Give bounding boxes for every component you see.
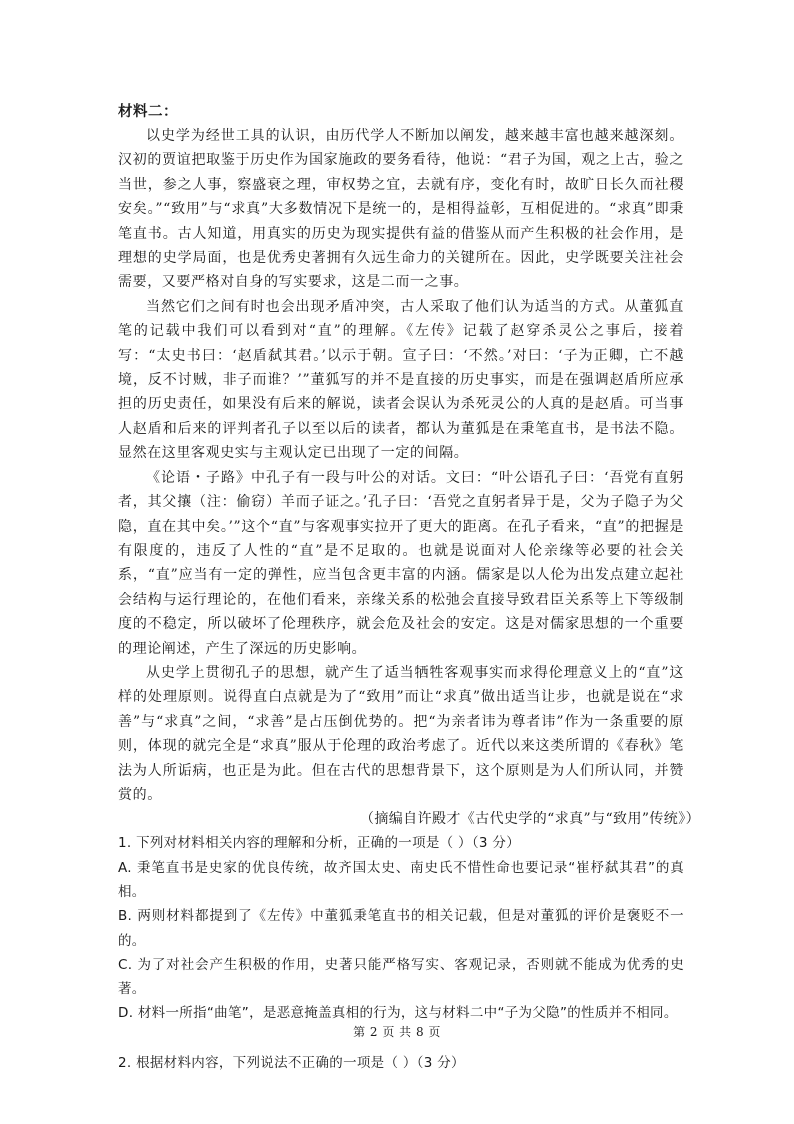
material-heading: 材料二： xyxy=(118,103,178,120)
question-1-option-c: C. 为了对社会产生积极的作用，史著只能严格写实、客观记录，否则就不能成为优秀的史著。 xyxy=(118,956,684,998)
question-1-option-d: D. 材料一所指“曲笔”，是恶意掩盖真相的行为，这与材料二中“子为父隐”的性质并不相同。 xyxy=(118,1005,678,1022)
paragraph-4: 从史学上贯彻孔子的思想，就产生了适当牺牲客观事实而求得伦理意义上的“直”这样的处理原则。说得直白点就是为了“致用”而让“求真”做出适当让步，也就是说在“求善”与“求真”之间，“求善”是占压倒优势的。把“为亲者讳为尊者讳”作为一条重要的原则，体现的就完全是“求真”服从于伦理的政治考虑了。近代以来这类所谓的《春秋》笔法为人所诟病，也正是为此。但在古代的思想背景下，这个原则是为人们所认同，并赞赏的。 xyxy=(118,664,684,803)
question-1-option-b: B. 两则材料都提到了《左传》中董狐秉笔直书的相关记载，但是对董狐的评价是褒贬不一的。 xyxy=(118,908,684,949)
question-2-stem: 2. 根据材料内容，下列说法不正确的一项是（ ）（3 分） xyxy=(118,1054,465,1071)
question-1-option-a: A. 秉笔直书是史家的优良传统，故齐国太史、南史氏不惜性命也要记录“崔杼弑其君”的真相。 xyxy=(118,859,684,900)
paragraph-3: 《论语・子路》中孔子有一段与叶公的对话。文曰：“叶公语孔子曰：‘吾党有直躬者，其父攘（注：偷窃）羊而子证之。’孔子曰：‘吾党之直躬者异于是，父为子隐子为父隐，直在其中矣。’”这个“直”与客观事实拉开了更大的距离。在孔子看来，“直”的把握是有限度的，违反了人性的“直”是不足取的。也就是说面对人伦亲缘等必要的社会关系，“直”应当有一定的弹性，应当包含更丰富的内涵。儒家是以人伦为出发点建立起社会结构与运行理论的，在他们看来，亲缘关系的松弛会直接导致君臣关系等上下等级制度的不稳定，所以破坏了伦理秩序，就会危及社会的安定。这是对儒家思想的一个重要的理论阐述，产生了深远的历史影响。 xyxy=(118,469,684,657)
question-1-stem: 1. 下列对材料相关内容的理解和分析，正确的一项是（ ）（3 分） xyxy=(118,835,520,852)
paragraph-2: 当然它们之间有时也会出现矛盾冲突，古人采取了他们认为适当的方式。从董狐直笔的记载中我们可以看到对“直”的理解。《左传》记载了赵穿杀灵公之事后，接着写：“太史书曰：‘赵盾弑其君。’以示于朝。宣子曰：‘不然。’对曰：‘子为正卿，亡不越境，反不讨贼，非子而谁？’”董狐写的并不是直接的历史事实，而是在强调赵盾所应承担的历史责任，如果没有后来的解说，读者会误认为杀死灵公的人真的是赵盾。可当事人赵盾和后来的评判者孔子以至以后的读者，都认为董狐是在秉笔直书，是书法不隐。显然在这里客观史实与主观认定已出现了一定的间隔。 xyxy=(118,298,684,462)
paragraph-1: 以史学为经世工具的认识，由历代学人不断加以阐发，越来越丰富也越来越深刻。汉初的贾谊把取鉴于历史作为国家施政的要务看待，他说：“君子为国，观之上古，验之当世，参之人事，察盛衰之理，审权势之宜，去就有序，变化有时，故旷日长久而社稷安矣。”“致用”与“求真”大多数情况下是统一的，是相得益彰，互相促进的。“求真”即秉笔直书。古人知道，用真实的历史为现实提供有益的借鉴从而产生积极的社会作用，是理想的史学局面，也是优秀史著拥有久远生命力的关键所在。因此，史学既要关注社会需要，又要严格对自身的写实要求，这是二而一之事。 xyxy=(118,128,684,291)
page-number-footer: 第 2 页 共 8 页 xyxy=(353,1025,441,1039)
source-citation: （摘编自许殿才《古代史学的“求真”与“致用”传统》） xyxy=(359,811,700,828)
page-content xyxy=(118,100,700,1075)
